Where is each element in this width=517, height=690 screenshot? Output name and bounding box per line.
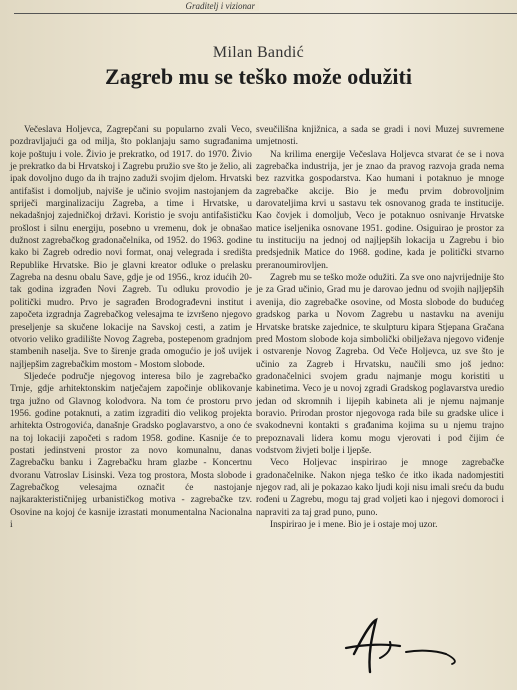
left-column (10, 124, 252, 531)
running-header: Graditelj i vizionar (182, 1, 260, 11)
handwritten-signature (342, 614, 462, 676)
article-title: Zagreb mu se teško može odužiti (105, 64, 412, 89)
paragraph: Veco Holjevac inspirirao je mnoge zagrebačke gradonačelnike. Nakon njega teško će itko ikada nadomjestiti njegov rad, ali je pokazao kako ljudi koji nisu imali sreću da budu rođeni u Zagrebu, mogu taj grad voljeti kao i njegovi domoroci i napraviti za taj grad puno, puno. (256, 458, 504, 518)
closing-line: Inspirirao je i mene. Bio je i ostaje moj uzor. (270, 520, 438, 530)
article-author: Milan Bandić (212, 44, 305, 61)
right-column (256, 124, 504, 531)
paragraph-continuation: sveučilišna knjižnica, a sada se gradi i novi Muzej suvremene umjetnosti. (256, 125, 504, 148)
paragraph: Na krilima energije Večeslava Holjevca stvarat će se i nova zagrebačka industrija, jer je znao da pravog razvoja grada nema bez razvitka gospodarstva. Kao humani i potaknuo je mnoge zagrebačke akcije. Bio je među prvim dobrovoljnim darovateljima krvi u sastavu tek osnovanog grada te institucije. Kao čovjek i domoljub, Veco je potaknuo osnivanje Hrvatske matice iseljenika osnovane 1951. godine. Osiguirao je prostor za tu instituciju na jednoj od najljepših lokacija u Zagrebu i bio predsjednik Matice do 1968. godine, kada je politički stvarno preranoumirovljen. (256, 149, 504, 271)
paragraph: Večeslava Holjevca, Zagrepčani su popularno zvali Veco, pozdravljajući ga od milja, što poklanjaju samo sugrađanima koje poštuju i vole. Živio je prekratko, od 1917. do 1970. Živio je prekratko da bi Hrvatskoj i Zagrebu pružio sve što je želio, ali ipak dovoljno dugo da ih trajno zaduži svojim djelom. Hrvatski antifašist i domoljub, najviše je učinio svojim nastojanjem da spriječi marginalizaciju Zagreba, a time i Hrvatske, u nekadašnjoj zajedničkoj državi. Koristio je svoju antifašističku prošlost i silnu energiju, posebno u vremenu, dok je obnašao dužnost zagrebačkog gradonačelnika, od 1952. do 1963. godine kako bi Zagreb odredio novi format, onaj velegrada i središta Republike Hrvatske. Bio je glavni kreator odluke o prelasku Zagreba na desnu obalu Save, gdje je od 1956., kroz idućih 20-tak godina izgrađen Novi Zagreb. Tu odluku provodio je politički mudro. Prvo je sagrađen Brodograđevni institut i započeta izgradnja Zagrebačkog velesajma te izvršeno njegovo preseljenje sa skučene lokacije na Savskoj cesti, a zatim je otvorio veliko gradilište Novog Zagreba, postepenom gradnjom stambenih naselja. Sve to širenje grada omogućio je još uvijek najljepšim zagrebačkim mostom - Mostom slobode. (10, 125, 252, 370)
paragraph: Sljedeće područje njegovog interesa bilo je zagrebačko Trnje, gdje arhitektonskim natječajem započinje oblikovanje trga južno od Glavnog kolodvora. Na tom će prostoru prvo 1956. godine potaknuti, a zatim izgraditi dio velikog projekta arhitekta Ostrogovića, današnje Gradsko poglavarstvo, a ono će na toj lokaciji započeti s radom 1958. godine. Kasnije će to postati jedinstveni prostor za novo komunalnu, danas Zagrebačku banku i Zagrebačku hram glazbe - Koncertnu dvoranu Vatroslav Lisinski. Veza tog prostora, Mosta slobode i Zagrebačkog velesajma označit će nastojanje najkarakterističnijeg urbanističkog motiva - zagrebačke tzv. Osovine na kojoj će kasnije izrastati monumentalna Nacionalna i (10, 371, 252, 530)
header-rule (14, 13, 517, 14)
paragraph: Zagreb mu se teško može odužiti. Za sve ono najvrijednije što je za Grad učinio, Grad mu je darovao jednu od svojih najljepših avenija, dio zagrebačke osovine, od Mosta slobode do budućeg gradskog parka u Novom Zagrebu u nastavku na aveniju Hrvatske bratske zajednice, te skulpturu kipara Stjepana Gračana pred Mostom slobode koja simbolički obilježava njegovo viđenje i ostvarenje Novog Zagreba. Od Veče Holjevca, uz sve što je učinio za Zagreb i Hrvatsku, naučili smo još jedno: gradonačelnici svojem gradu najmanje mogu koristiti u kabinetima. Veco je u novoj zgradi Gradskog poglavarstva uredio jedan od skromnih i lijepih kabineta ali je njemu najmanje boravio. Prirodan prostor njegovoga rada bile su gradske ulice i svakodnevni kontakti s građanima kojima su u njemu trajno prepoznavali lidera komu mogu vjerovati i pod čijim će vodstvom živjeti bolje i ljepše. (256, 273, 504, 456)
